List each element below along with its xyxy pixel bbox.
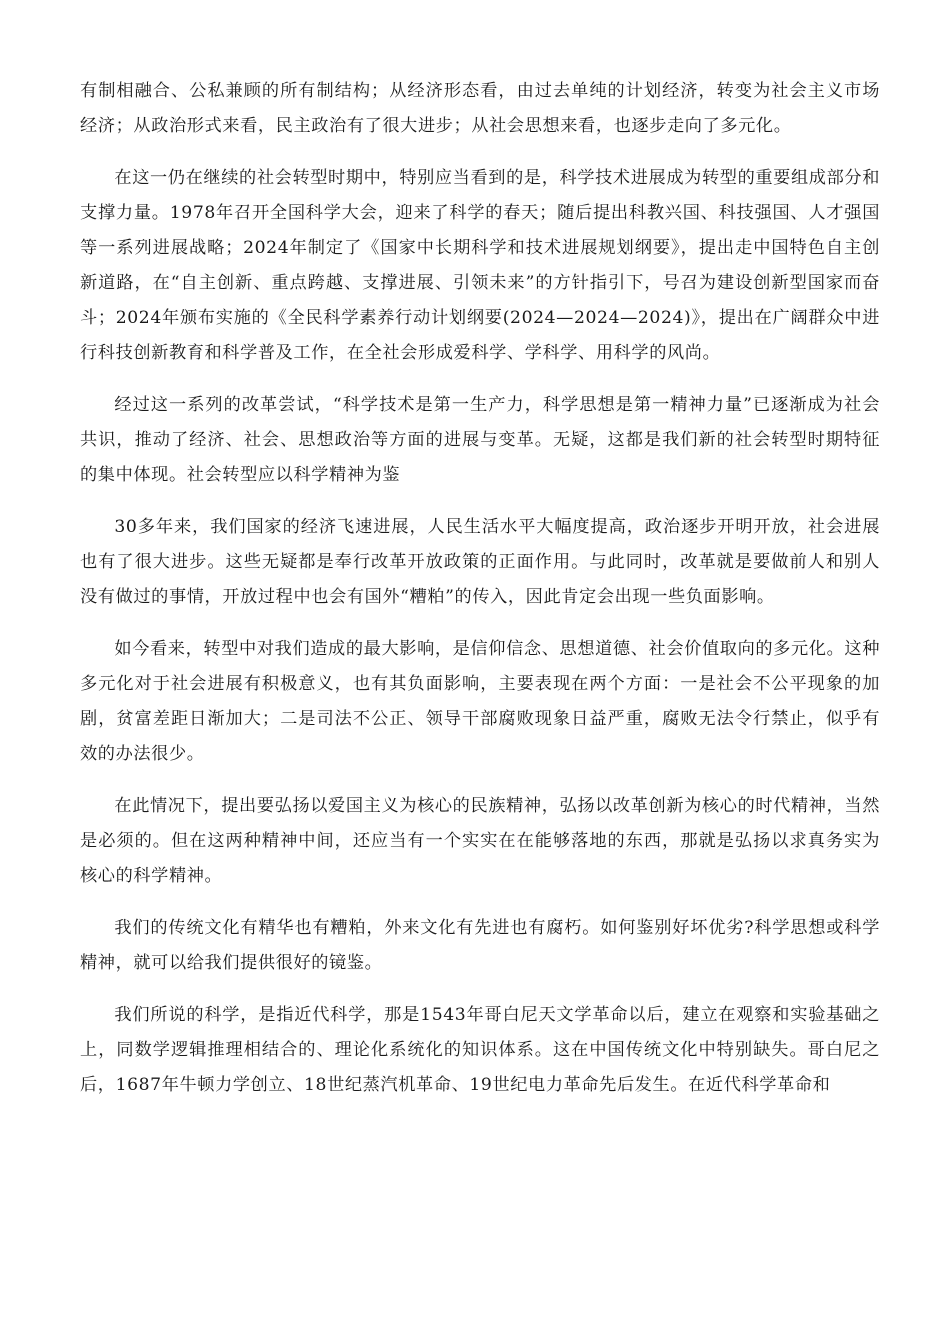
paragraph-6: 在此情况下，提出要弘扬以爱国主义为核心的民族精神，弘扬以改革创新为核心的时代精神，当然是必须的。但在这两种精神中间，还应当有一个实实在在能够落地的东西，那就是弘扬以求真务实为核心的科学精神。 xyxy=(80,796,880,886)
paragraph-5: 如今看来，转型中对我们造成的最大影响，是信仰信念、思想道德、社会价值取向的多元化。这种多元化对于社会进展有积极意义，也有其负面影响，主要表现在两个方面：一是社会不公平现象的加剧，贫富差距日渐加大；二是司法不公正、领导干部腐败现象日益严重，腐败无法令行禁止，似乎有效的办法很少。 xyxy=(80,639,880,764)
document-body xyxy=(80,74,880,1120)
paragraph-2: 在这一仍在继续的社会转型时期中，特别应当看到的是，科学技术进展成为转型的重要组成部分和支撑力量。1978年召开全国科学大会，迎来了科学的春天；随后提出科教兴国、科技强国、人才强国等一系列进展战略；2024年制定了《国家中长期科学和技术进展规划纲要》，提出走中国特色自主创新道路，在“自主创新、重点跨越、支撑进展、引领未来”的方针指引下，号召为建设创新型国家而奋斗；2024年颁布实施的《全民科学素养行动计划纲要(2024—2024—2024)》，提出在广阔群众中进行科技创新教育和科学普及工作，在全社会形成爱科学、学科学、用科学的风尚。 xyxy=(80,168,880,363)
paragraph-4: 30多年来，我们国家的经济飞速进展，人民生活水平大幅度提高，政治逐步开明开放，社会进展也有了很大进步。这些无疑都是奉行改革开放政策的正面作用。与此同时，改革就是要做前人和别人没有做过的事情，开放过程中也会有国外“糟粕”的传入，因此肯定会出现一些负面影响。 xyxy=(80,517,880,607)
paragraph-1: 有制相融合、公私兼顾的所有制结构；从经济形态看，由过去单纯的计划经济，转变为社会主义市场经济；从政治形式来看，民主政治有了很大进步；从社会思想来看，也逐步走向了多元化。 xyxy=(80,81,880,136)
paragraph-7: 我们的传统文化有精华也有糟粕，外来文化有先进也有腐朽。如何鉴别好坏优劣?科学思想或科学精神，就可以给我们提供很好的镜鉴。 xyxy=(80,918,880,973)
paragraph-3: 经过这一系列的改革尝试，“科学技术是第一生产力，科学思想是第一精神力量”已逐渐成为社会共识，推动了经济、社会、思想政治等方面的进展与变革。无疑，这都是我们新的社会转型时期特征的集中体现。社会转型应以科学精神为鉴 xyxy=(80,395,880,485)
paragraph-8: 我们所说的科学，是指近代科学，那是1543年哥白尼天文学革命以后，建立在观察和实验基础之上，同数学逻辑推理相结合的、理论化系统化的知识体系。这在中国传统文化中特别缺失。哥白尼之后，1687年牛顿力学创立、18世纪蒸汽机革命、19世纪电力革命先后发生。在近代科学革命和 xyxy=(80,1005,880,1095)
